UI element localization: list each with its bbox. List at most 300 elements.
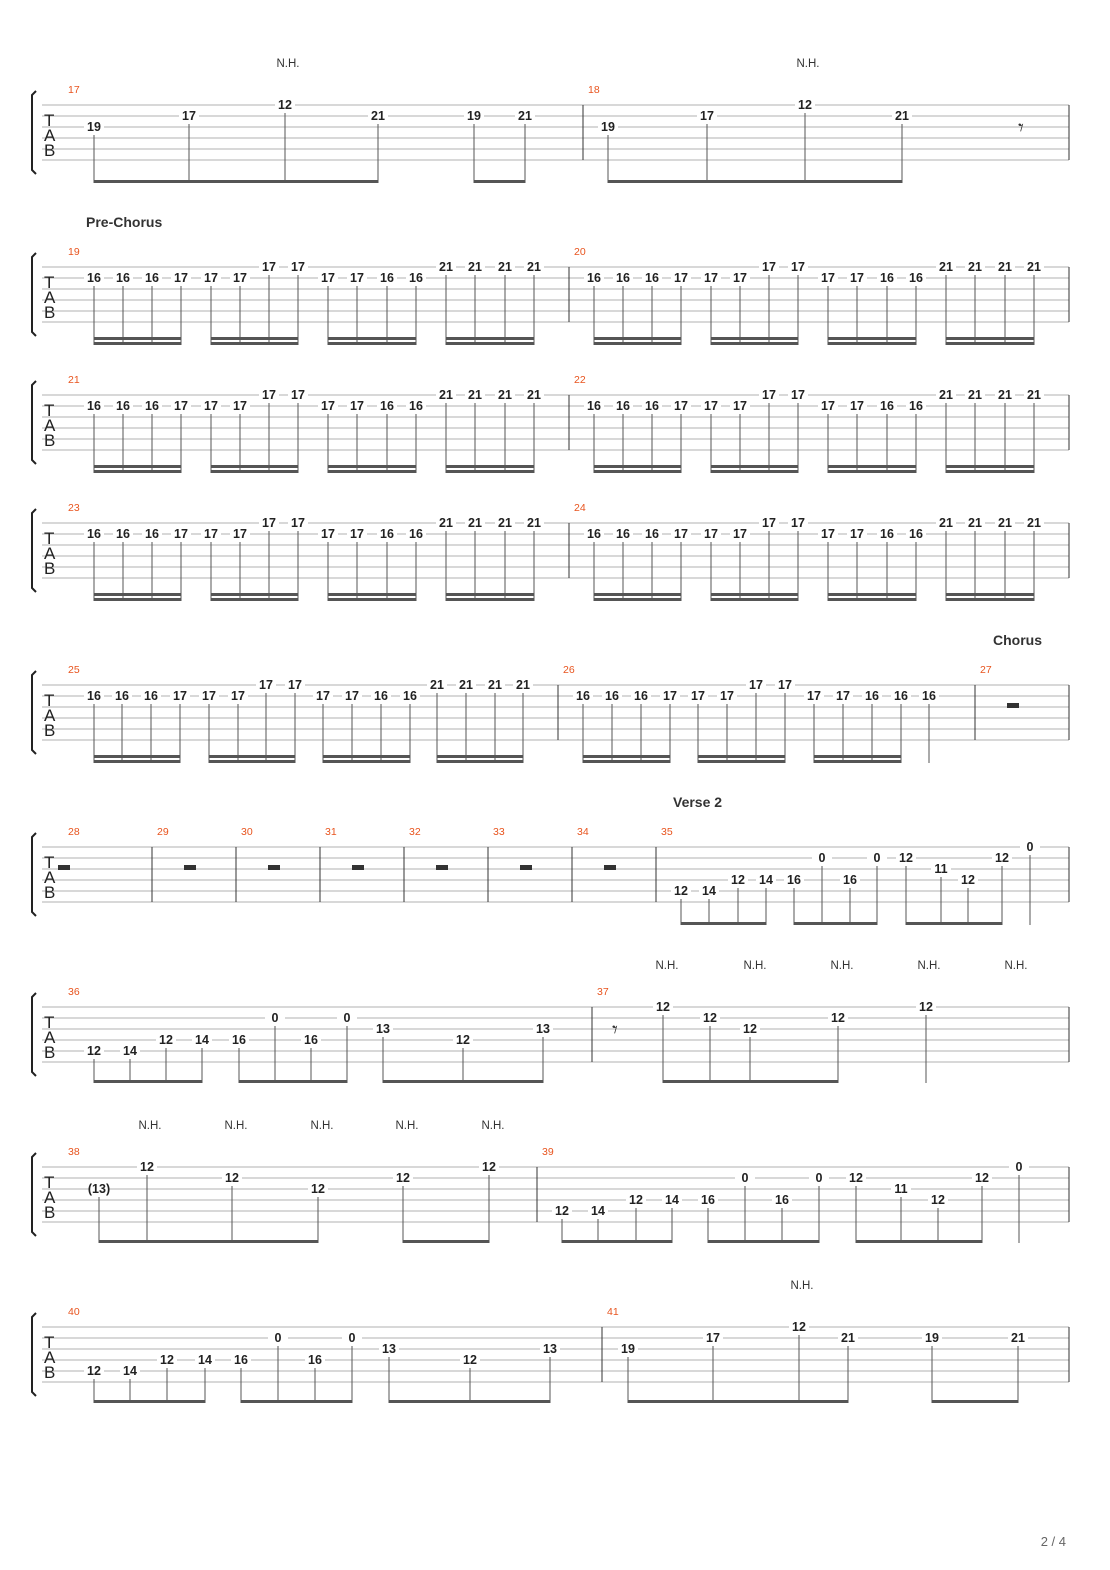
eighth-rest: 𝄾 xyxy=(1018,115,1024,140)
fret-number: 16 xyxy=(87,527,101,541)
fret-number: 12 xyxy=(831,1011,845,1025)
fret-number: 21 xyxy=(939,260,953,274)
fret-number: 12 xyxy=(792,1320,806,1334)
fret-number: 17 xyxy=(749,678,763,692)
fret-number: 12 xyxy=(160,1353,174,1367)
fret-number: 21 xyxy=(468,388,482,402)
tab-clef-letter: A xyxy=(44,544,56,563)
tab-clef-letter: T xyxy=(44,273,55,292)
fret-number: 12 xyxy=(463,1353,477,1367)
fret-number: 21 xyxy=(1027,260,1041,274)
fret-number: 16 xyxy=(87,689,101,703)
tab-clef-letter: B xyxy=(44,1043,56,1062)
bar-number: 17 xyxy=(68,84,80,96)
fret-number: 17 xyxy=(733,271,747,285)
fret-number: 14 xyxy=(198,1353,212,1367)
fret-number: 17 xyxy=(704,527,718,541)
beam xyxy=(828,593,916,596)
fret-number: 16 xyxy=(144,689,158,703)
fret-number: 17 xyxy=(821,399,835,413)
fret-number: 17 xyxy=(807,689,821,703)
fret-number: 12 xyxy=(140,1160,154,1174)
fret-number: 12 xyxy=(961,873,975,887)
system-bracket xyxy=(32,381,36,464)
beam xyxy=(594,465,681,468)
bar-number: 35 xyxy=(661,826,673,838)
beam xyxy=(211,342,298,345)
beam xyxy=(383,1080,543,1083)
fret-number: 21 xyxy=(998,388,1012,402)
beam xyxy=(241,1400,352,1403)
beam xyxy=(594,342,681,345)
tab-clef-letter: T xyxy=(44,853,55,872)
fret-number: 17 xyxy=(850,527,864,541)
half-rest xyxy=(604,865,616,870)
beam xyxy=(94,465,181,468)
beam xyxy=(856,1240,982,1243)
fret-number: 17 xyxy=(691,689,705,703)
bar-number: 28 xyxy=(68,826,80,838)
fret-number: 0 xyxy=(274,1331,282,1345)
beam xyxy=(446,470,534,473)
fret-number: 17 xyxy=(762,516,776,530)
beam xyxy=(946,342,1034,345)
bar-number: 37 xyxy=(597,986,609,998)
tab-clef-letter: A xyxy=(44,868,56,887)
natural-harmonic-label: N.H. xyxy=(310,1120,334,1132)
tab-clef-letter: B xyxy=(44,559,56,578)
fret-number: 12 xyxy=(931,1193,945,1207)
fret-number: 16 xyxy=(116,399,130,413)
tab-clef-letter: A xyxy=(44,416,56,435)
fret-number: 11 xyxy=(894,1182,908,1196)
fret-number: 21 xyxy=(1011,1331,1025,1345)
fret-number: 17 xyxy=(720,689,734,703)
fret-number: 16 xyxy=(865,689,879,703)
fret-number: 12 xyxy=(798,98,812,112)
beam xyxy=(628,1400,848,1403)
fret-number: 14 xyxy=(123,1364,137,1378)
tab-clef-letter: T xyxy=(44,1173,55,1192)
beam xyxy=(328,337,416,340)
fret-number: 12 xyxy=(456,1033,470,1047)
beam xyxy=(698,760,785,763)
fret-number: 16 xyxy=(380,271,394,285)
fret-number: 16 xyxy=(304,1033,318,1047)
fret-number: 17 xyxy=(778,678,792,692)
bar-number: 33 xyxy=(493,826,505,838)
fret-number: 0 xyxy=(873,851,881,865)
beam xyxy=(814,755,901,758)
system-bracket xyxy=(32,993,36,1076)
beam xyxy=(328,593,416,596)
beam xyxy=(946,593,1034,596)
bar-number: 20 xyxy=(574,246,586,258)
page-number: 2 / 4 xyxy=(1040,1534,1066,1549)
system-bracket xyxy=(32,1313,36,1396)
bar-number: 24 xyxy=(574,502,586,514)
fret-number: 17 xyxy=(321,399,335,413)
fret-number: 16 xyxy=(894,689,908,703)
fret-number: 17 xyxy=(259,678,273,692)
fret-number: 21 xyxy=(498,260,512,274)
system-bracket xyxy=(32,509,36,592)
fret-number: 12 xyxy=(278,98,292,112)
beam xyxy=(94,337,181,340)
fret-number: 21 xyxy=(998,260,1012,274)
fret-number: 16 xyxy=(380,527,394,541)
fret-number: 21 xyxy=(518,109,532,123)
fret-number: 17 xyxy=(233,399,247,413)
beam xyxy=(446,593,534,596)
beam xyxy=(211,465,298,468)
fret-number: 12 xyxy=(159,1033,173,1047)
tab-clef-letter: A xyxy=(44,126,56,145)
fret-number: 17 xyxy=(321,527,335,541)
fret-number: 17 xyxy=(706,1331,720,1345)
fret-number: 12 xyxy=(975,1171,989,1185)
section-label: Verse 2 xyxy=(673,794,723,810)
fret-number: 17 xyxy=(262,388,276,402)
bar-number: 18 xyxy=(588,84,600,96)
fret-number: 12 xyxy=(743,1022,757,1036)
fret-number: 21 xyxy=(468,516,482,530)
system-bracket xyxy=(32,1153,36,1236)
fret-number: 21 xyxy=(841,1331,855,1345)
section-label: Pre-Chorus xyxy=(86,214,163,230)
bar-number: 22 xyxy=(574,374,586,386)
fret-number: 12 xyxy=(849,1171,863,1185)
fret-number: 17 xyxy=(174,271,188,285)
fret-number: 21 xyxy=(939,516,953,530)
fret-number: 17 xyxy=(316,689,330,703)
fret-number: 16 xyxy=(634,689,648,703)
fret-number: 21 xyxy=(527,260,541,274)
bar-number: 36 xyxy=(68,986,80,998)
natural-harmonic-label: N.H. xyxy=(790,1280,814,1292)
fret-number: 17 xyxy=(350,527,364,541)
fret-number: 16 xyxy=(409,527,423,541)
beam xyxy=(946,470,1034,473)
fret-number: 17 xyxy=(291,260,305,274)
beam xyxy=(446,342,534,345)
natural-harmonic-label: N.H. xyxy=(481,1120,505,1132)
fret-number: 16 xyxy=(922,689,936,703)
fret-number: 17 xyxy=(321,271,335,285)
fret-number: 17 xyxy=(233,527,247,541)
beam xyxy=(94,755,180,758)
fret-number: 21 xyxy=(439,516,453,530)
tab-clef-letter: B xyxy=(44,883,56,902)
fret-number: 17 xyxy=(791,388,805,402)
fret-number: 16 xyxy=(403,689,417,703)
bar-number: 29 xyxy=(157,826,169,838)
fret-number: 16 xyxy=(605,689,619,703)
fret-number: 0 xyxy=(1015,1160,1023,1174)
beam xyxy=(594,593,681,596)
fret-number: 17 xyxy=(791,260,805,274)
beam xyxy=(211,337,298,340)
beam xyxy=(711,598,798,601)
fret-number: 16 xyxy=(880,271,894,285)
fret-number: 17 xyxy=(291,516,305,530)
bar-number: 26 xyxy=(563,664,575,676)
beam xyxy=(711,465,798,468)
natural-harmonic-label: N.H. xyxy=(138,1120,162,1132)
fret-number: 17 xyxy=(204,271,218,285)
fret-number: 14 xyxy=(702,884,716,898)
natural-harmonic-label: N.H. xyxy=(796,58,820,70)
fret-number: 16 xyxy=(587,527,601,541)
fret-number: 16 xyxy=(909,271,923,285)
fret-number: 13 xyxy=(536,1022,550,1036)
beam xyxy=(794,922,877,925)
fret-number: 17 xyxy=(762,260,776,274)
tab-clef-letter: A xyxy=(44,1348,56,1367)
fret-number: 17 xyxy=(174,527,188,541)
fret-number: 19 xyxy=(87,120,101,134)
beam xyxy=(94,1400,205,1403)
fret-number: 12 xyxy=(656,1000,670,1014)
system-bracket xyxy=(32,671,36,754)
fret-number: 16 xyxy=(234,1353,248,1367)
beam xyxy=(94,470,181,473)
fret-number: 12 xyxy=(555,1204,569,1218)
bar-number: 31 xyxy=(325,826,337,838)
fret-number: 12 xyxy=(674,884,688,898)
bar-number: 32 xyxy=(409,826,421,838)
tab-clef-letter: T xyxy=(44,111,55,130)
fret-number: 19 xyxy=(467,109,481,123)
fret-number: 21 xyxy=(968,260,982,274)
fret-number: 19 xyxy=(601,120,615,134)
fret-number: 17 xyxy=(291,388,305,402)
fret-number: 17 xyxy=(262,516,276,530)
bar-number: 21 xyxy=(68,374,80,386)
fret-number: 11 xyxy=(934,862,948,876)
beam xyxy=(698,755,785,758)
half-rest xyxy=(352,865,364,870)
fret-number: 21 xyxy=(939,388,953,402)
fret-number: 16 xyxy=(843,873,857,887)
fret-number: 21 xyxy=(968,516,982,530)
fret-number: 16 xyxy=(880,527,894,541)
half-rest xyxy=(58,865,70,870)
fret-number: 17 xyxy=(345,689,359,703)
fret-number: 19 xyxy=(621,1342,635,1356)
beam xyxy=(211,593,298,596)
beam xyxy=(211,598,298,601)
fret-number: 21 xyxy=(459,678,473,692)
bar-number: 30 xyxy=(241,826,253,838)
tab-clef-letter: B xyxy=(44,1363,56,1382)
fret-number: 21 xyxy=(468,260,482,274)
fret-number: 21 xyxy=(498,516,512,530)
fret-number: 16 xyxy=(145,399,159,413)
fret-number: 17 xyxy=(674,399,688,413)
fret-number: 17 xyxy=(704,399,718,413)
fret-number: 0 xyxy=(348,1331,356,1345)
fret-number: 16 xyxy=(909,527,923,541)
beam xyxy=(403,1240,489,1243)
beam xyxy=(594,337,681,340)
beam xyxy=(946,465,1034,468)
fret-number: 17 xyxy=(202,689,216,703)
beam xyxy=(389,1400,550,1403)
tab-clef-letter: B xyxy=(44,1203,56,1222)
fret-number: 16 xyxy=(701,1193,715,1207)
bar-number: 39 xyxy=(542,1146,554,1158)
beam xyxy=(906,922,1002,925)
beam xyxy=(562,1240,672,1243)
half-rest xyxy=(520,865,532,870)
beam xyxy=(437,755,523,758)
fret-number: 16 xyxy=(116,527,130,541)
fret-number: 12 xyxy=(629,1193,643,1207)
fret-number: 16 xyxy=(380,399,394,413)
fret-number: 16 xyxy=(775,1193,789,1207)
fret-number: 14 xyxy=(759,873,773,887)
fret-number: 17 xyxy=(850,399,864,413)
beam xyxy=(94,180,378,183)
fret-number: 21 xyxy=(1027,388,1041,402)
system-bracket xyxy=(32,91,36,174)
fret-number: 17 xyxy=(674,527,688,541)
beam xyxy=(711,342,798,345)
fret-number: 17 xyxy=(821,527,835,541)
fret-number: 13 xyxy=(543,1342,557,1356)
fret-number: 16 xyxy=(616,271,630,285)
fret-number: 17 xyxy=(733,399,747,413)
fret-number: 16 xyxy=(616,399,630,413)
fret-number: 17 xyxy=(262,260,276,274)
beam xyxy=(608,180,902,183)
fret-number: 16 xyxy=(116,271,130,285)
fret-number: 16 xyxy=(587,271,601,285)
half-rest xyxy=(1007,703,1019,708)
bar-number: 34 xyxy=(577,826,589,838)
beam xyxy=(828,337,916,340)
tab-clef-letter: T xyxy=(44,1333,55,1352)
tab-clef-letter: T xyxy=(44,529,55,548)
fret-number: 16 xyxy=(787,873,801,887)
beam xyxy=(328,342,416,345)
fret-number: 17 xyxy=(762,388,776,402)
fret-number: 16 xyxy=(308,1353,322,1367)
fret-number: 17 xyxy=(836,689,850,703)
fret-number: 12 xyxy=(899,851,913,865)
beam xyxy=(828,465,916,468)
fret-number: 16 xyxy=(409,271,423,285)
fret-number: 21 xyxy=(439,260,453,274)
fret-number: 0 xyxy=(815,1171,823,1185)
fret-number: 17 xyxy=(350,399,364,413)
fret-number: 13 xyxy=(382,1342,396,1356)
fret-number: 16 xyxy=(374,689,388,703)
fret-number: (13) xyxy=(87,1182,111,1196)
fret-number: 17 xyxy=(791,516,805,530)
beam xyxy=(946,598,1034,601)
fret-number: 17 xyxy=(204,527,218,541)
beam xyxy=(828,342,916,345)
beam xyxy=(594,470,681,473)
tab-clef-letter: B xyxy=(44,303,56,322)
beam xyxy=(94,760,180,763)
fret-number: 12 xyxy=(703,1011,717,1025)
fret-number: 17 xyxy=(733,527,747,541)
natural-harmonic-label: N.H. xyxy=(917,960,941,972)
fret-number: 21 xyxy=(527,388,541,402)
fret-number: 16 xyxy=(145,527,159,541)
beam xyxy=(446,337,534,340)
beam xyxy=(828,470,916,473)
fret-number: 21 xyxy=(371,109,385,123)
fret-number: 21 xyxy=(527,516,541,530)
fret-number: 21 xyxy=(895,109,909,123)
beam xyxy=(708,1240,819,1243)
natural-harmonic-label: N.H. xyxy=(830,960,854,972)
natural-harmonic-label: N.H. xyxy=(1004,960,1028,972)
fret-number: 16 xyxy=(587,399,601,413)
beam xyxy=(932,1400,1018,1403)
beam xyxy=(323,760,410,763)
beam xyxy=(437,760,523,763)
fret-number: 17 xyxy=(704,271,718,285)
tab-clef-letter: A xyxy=(44,706,56,725)
beam xyxy=(209,755,295,758)
beam xyxy=(239,1080,347,1083)
fret-number: 16 xyxy=(87,399,101,413)
bar-number: 41 xyxy=(607,1306,619,1318)
fret-number: 17 xyxy=(821,271,835,285)
natural-harmonic-label: N.H. xyxy=(224,1120,248,1132)
system-bracket xyxy=(32,833,36,916)
fret-number: 21 xyxy=(998,516,1012,530)
beam xyxy=(328,470,416,473)
tab-clef-letter: T xyxy=(44,691,55,710)
bar-number: 40 xyxy=(68,1306,80,1318)
beam xyxy=(209,760,295,763)
half-rest xyxy=(436,865,448,870)
beam xyxy=(681,922,766,925)
fret-number: 16 xyxy=(576,689,590,703)
beam xyxy=(828,598,916,601)
beam xyxy=(474,180,525,183)
half-rest xyxy=(268,865,280,870)
fret-number: 17 xyxy=(231,689,245,703)
fret-number: 13 xyxy=(376,1022,390,1036)
beam xyxy=(594,598,681,601)
fret-number: 0 xyxy=(1026,840,1034,854)
natural-harmonic-label: N.H. xyxy=(655,960,679,972)
fret-number: 16 xyxy=(645,399,659,413)
fret-number: 12 xyxy=(87,1364,101,1378)
fret-number: 16 xyxy=(145,271,159,285)
tab-clef-letter: T xyxy=(44,1013,55,1032)
fret-number: 12 xyxy=(225,1171,239,1185)
fret-number: 16 xyxy=(909,399,923,413)
beam xyxy=(99,1240,318,1243)
fret-number: 21 xyxy=(968,388,982,402)
bar-number: 23 xyxy=(68,502,80,514)
beam xyxy=(94,593,181,596)
bar-number: 38 xyxy=(68,1146,80,1158)
fret-number: 16 xyxy=(115,689,129,703)
beam xyxy=(814,760,901,763)
fret-number: 17 xyxy=(204,399,218,413)
fret-number: 16 xyxy=(645,527,659,541)
fret-number: 14 xyxy=(195,1033,209,1047)
